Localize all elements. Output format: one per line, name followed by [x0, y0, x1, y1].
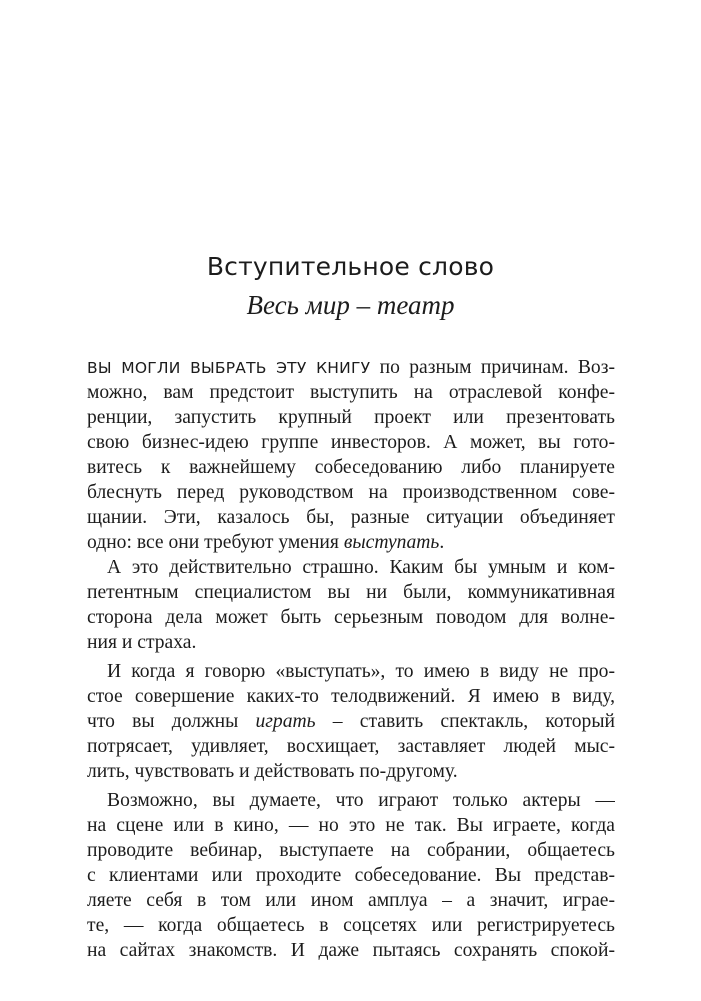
text-line: свою бизнес-идею группе инвесторов. А может, вы гото-	[87, 432, 615, 453]
text-line: можно, вам предстоит выступить на отраслевой конфе-	[87, 382, 615, 403]
text-line: петентным специалистом вы ни были, коммуникативная	[87, 582, 615, 603]
text-line: лить, чувствовать и действовать по-другому.	[87, 761, 458, 782]
paragraph-3	[87, 659, 615, 784]
text-line: те, — когда общаетесь в соцсетях или регистрируетесь	[87, 915, 615, 936]
text-line: А это действительно страшно. Каким бы умным и ком-	[107, 557, 615, 578]
text-line: что вы должны играть – ставить спектакль, который	[87, 711, 615, 732]
text-line: ренции, запустить крупный проект или презентовать	[87, 407, 615, 428]
emphasis: выступать	[343, 532, 440, 553]
text-line: блеснуть перед руководством на производственном сове-	[87, 482, 615, 503]
text-line: потрясает, удивляет, восхищает, заставляет людей мыс-	[87, 736, 615, 757]
paragraph-2	[87, 555, 615, 655]
text-line: витесь к важнейшему собеседованию либо планируете	[87, 457, 615, 478]
paragraph-4	[87, 788, 615, 963]
chapter-title: Вступительное слово	[206, 252, 495, 281]
paragraph-1	[87, 355, 615, 555]
text-line: И когда я говорю «выступать», то имею в виду не про-	[107, 661, 615, 682]
text-line: щании. Эти, казалось бы, разные ситуации объединяет	[87, 507, 615, 528]
chapter-body	[87, 355, 615, 963]
text-line: проводите вебинар, выступаете на собрании, общаетесь	[87, 840, 615, 861]
text-line: на сцене или в кино, — но это не так. Вы играете, когда	[87, 815, 615, 836]
text-line: ляете себя в том или ином амплуа – а значит, играе-	[87, 890, 615, 911]
text-line: Возможно, вы думаете, что играют только актеры —	[107, 790, 615, 811]
text-line: ния и страха.	[87, 632, 197, 653]
text-line: сторона дела может быть серьезным поводом для волне-	[87, 607, 615, 628]
chapter-subtitle: Весь мир – театр	[246, 290, 455, 320]
text-line: одно: все они требуют умения выступать.	[87, 532, 445, 553]
text-line: с клиентами или проходите собеседование. Вы представ-	[87, 865, 615, 886]
text-line: ВЫ МОГЛИ ВЫБРАТЬ ЭТУ КНИГУ по разным причинам. Воз-	[87, 357, 615, 378]
lead-in-caps: ВЫ МОГЛИ ВЫБРАТЬ ЭТУ КНИГУ	[87, 359, 371, 377]
text-line: на сайтах знакомств. И даже пытаясь сохранять спокой-	[87, 940, 615, 961]
emphasis: играть	[255, 711, 316, 732]
text-line: стое совершение каких-то телодвижений. Я имею в виду,	[87, 686, 615, 707]
